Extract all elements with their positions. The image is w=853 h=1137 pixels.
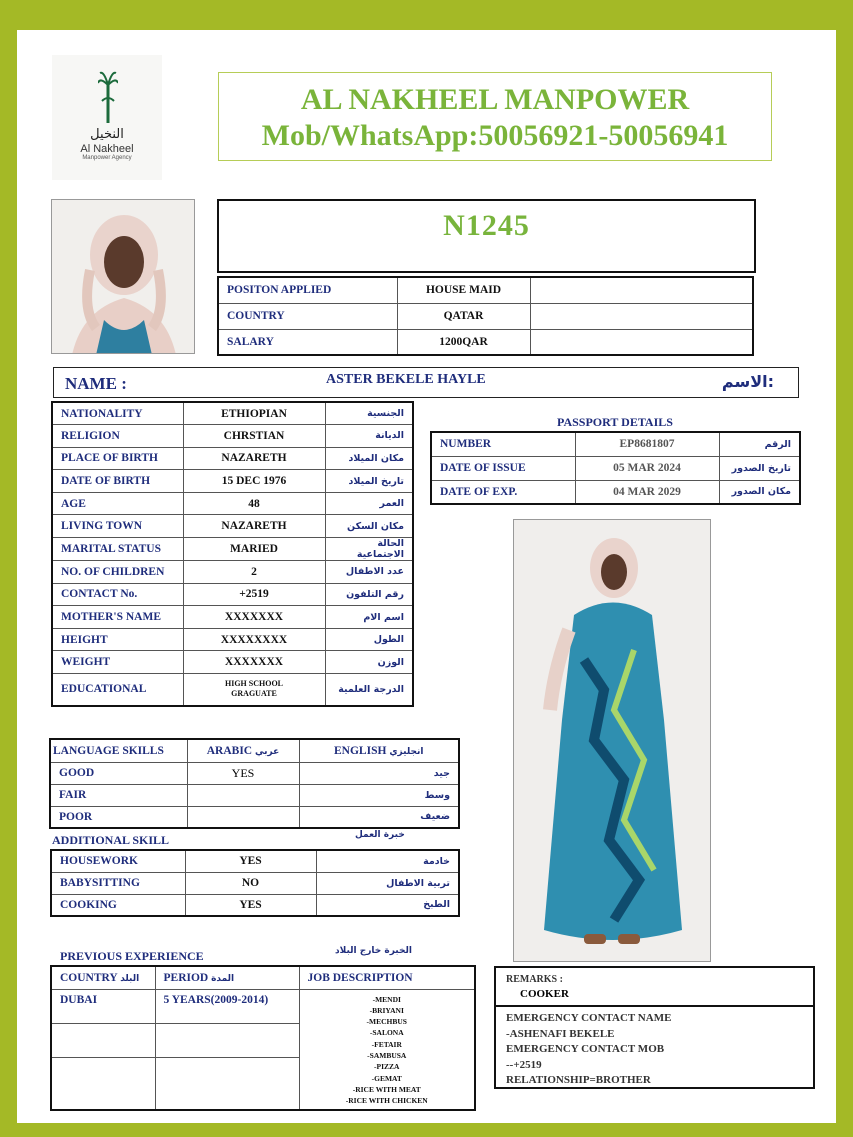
job-description-list xyxy=(299,989,475,1110)
experience-table xyxy=(50,965,476,1111)
english-label: ENGLISH xyxy=(334,744,387,757)
personal-value: MARIED xyxy=(183,538,325,561)
personal-value: XXXXXXX xyxy=(183,606,325,629)
fair-arabic-label: وسط xyxy=(299,784,459,806)
personal-value: XXXXXXX xyxy=(183,651,325,674)
babysitting-label: BABYSITTING xyxy=(51,872,185,894)
personal-label-arabic: العمر xyxy=(325,492,413,515)
passport-table xyxy=(430,431,801,505)
additional-skills-table xyxy=(50,849,460,917)
poor-arabic-label: ضعيف xyxy=(299,806,459,828)
personal-label-arabic: تاريخ الميلاد xyxy=(325,470,413,493)
position-label: POSITON APPLIED xyxy=(218,277,397,303)
portrait-photo xyxy=(51,199,195,354)
personal-label: PLACE OF BIRTH xyxy=(52,447,183,470)
personal-label: WEIGHT xyxy=(52,651,183,674)
table-row xyxy=(52,538,413,561)
table-row xyxy=(51,872,459,894)
table-row xyxy=(51,850,459,872)
position-value: HOUSE MAID xyxy=(397,277,530,303)
personal-value: 48 xyxy=(183,492,325,515)
full-body-photo xyxy=(513,519,711,962)
experience-period: 5 YEARS(2009-2014) xyxy=(155,989,299,1023)
personal-value: NAZARETH xyxy=(183,447,325,470)
personal-label-arabic: مكان السكن xyxy=(325,515,413,538)
personal-label-arabic: الديانة xyxy=(325,425,413,448)
table-row xyxy=(431,480,800,504)
agency-logo xyxy=(52,55,162,180)
table-row xyxy=(50,806,459,828)
babysitting-arabic: تربية الاطفال xyxy=(316,872,459,894)
period-header-label: PERIOD xyxy=(163,971,209,984)
passport-number-value: EP8681807 xyxy=(575,432,719,456)
personal-label: HEIGHT xyxy=(52,628,183,651)
personal-label: NO. OF CHILDREN xyxy=(52,561,183,584)
personal-label-arabic: الجنسية xyxy=(325,402,413,425)
name-value: ASTER BEKELE HAYLE xyxy=(326,372,486,387)
table-row xyxy=(51,894,459,916)
housework-label: HOUSEWORK xyxy=(51,850,185,872)
remarks-value: COOKER xyxy=(520,988,569,1000)
empty-cell xyxy=(155,1023,299,1057)
personal-value: XXXXXXXX xyxy=(183,628,325,651)
duty-item: -GEMAT xyxy=(371,1073,402,1083)
personal-label-arabic: الدرجة العلمية xyxy=(325,674,413,706)
personal-value: 15 DEC 1976 xyxy=(183,470,325,493)
personal-label-arabic: الطول xyxy=(325,628,413,651)
table-row xyxy=(52,628,413,651)
table-row xyxy=(52,515,413,538)
palm-tree-icon xyxy=(98,71,118,123)
expiry-date-label: DATE OF EXP. xyxy=(431,480,575,504)
name-label-arabic: الاسم: xyxy=(721,372,774,391)
personal-label: LIVING TOWN xyxy=(52,515,183,538)
logo-arabic-text: النخيل xyxy=(90,127,124,142)
emergency-contact-line: EMERGENCY CONTACT MOB xyxy=(506,1043,665,1055)
table-row xyxy=(52,425,413,448)
poor-arabic-value xyxy=(187,806,299,828)
duty-item: -FETAIR xyxy=(371,1039,402,1049)
personal-info-table xyxy=(51,401,414,707)
table-row xyxy=(218,277,753,303)
position-table xyxy=(217,276,754,356)
agency-header xyxy=(218,72,772,161)
table-row xyxy=(52,447,413,470)
emergency-contact-line: EMERGENCY CONTACT NAME xyxy=(506,1012,672,1024)
duty-item: -PIZZA xyxy=(374,1062,400,1072)
arabic-column-header xyxy=(187,739,299,762)
table-row xyxy=(218,303,753,329)
empty-cell xyxy=(51,1057,155,1110)
duty-item: -BRIYANI xyxy=(369,1005,404,1015)
personal-label: CONTACT No. xyxy=(52,583,183,606)
issue-date-value: 05 MAR 2024 xyxy=(575,456,719,480)
expiry-date-arabic: مكان الصدور xyxy=(719,480,800,504)
language-skills-table xyxy=(49,738,460,829)
experience-title-ar: الخبرة خارج البلاد xyxy=(335,946,412,956)
salary-label: SALARY xyxy=(218,329,397,355)
personal-label-arabic: مكان الميلاد xyxy=(325,447,413,470)
personal-value: NAZARETH xyxy=(183,515,325,538)
country-label: COUNTRY xyxy=(218,303,397,329)
duty-item: -MECHBUS xyxy=(366,1017,407,1027)
remarks-header xyxy=(496,968,813,1007)
remarks-box xyxy=(494,966,815,1089)
country-header-label: COUNTRY xyxy=(60,971,118,984)
table-row xyxy=(52,583,413,606)
logo-tagline: Manpower Agency xyxy=(82,155,132,161)
emergency-contact-line: --+2519 xyxy=(506,1058,542,1071)
table-row xyxy=(52,651,413,674)
personal-label: NATIONALITY xyxy=(52,402,183,425)
babysitting-value: NO xyxy=(185,872,316,894)
remarks-label: REMARKS : xyxy=(506,974,563,985)
personal-label: AGE xyxy=(52,492,183,515)
salary-value: 1200QAR xyxy=(397,329,530,355)
emergency-contact xyxy=(496,1007,813,1093)
empty-cell xyxy=(530,329,753,355)
table-row xyxy=(52,561,413,584)
name-label: NAME : xyxy=(65,374,127,393)
english-label-ar: انجليزي xyxy=(389,746,424,757)
logo-name: Al Nakheel xyxy=(80,143,134,155)
cooking-arabic: الطبخ xyxy=(316,894,459,916)
table-row xyxy=(50,739,459,762)
table-row xyxy=(52,492,413,515)
personal-label-arabic: عدد الاطفال xyxy=(325,561,413,584)
experience-country: DUBAI xyxy=(51,989,155,1023)
passport-title: PASSPORT DETAILS xyxy=(557,415,673,429)
empty-cell xyxy=(530,303,753,329)
table-row xyxy=(218,329,753,355)
duty-item: -RICE WITH CHICKEN xyxy=(345,1096,428,1106)
duty-item: -SAMBUSA xyxy=(367,1050,407,1060)
fair-arabic-value xyxy=(187,784,299,806)
personal-value: +2519 xyxy=(183,583,325,606)
table-row xyxy=(50,784,459,806)
cooking-label: COOKING xyxy=(51,894,185,916)
issue-date-arabic: تاريخ الصدور xyxy=(719,456,800,480)
personal-label: EDUCATIONAL xyxy=(52,674,183,706)
personal-label: RELIGION xyxy=(52,425,183,448)
personal-value: HIGH SCHOOL GRAGUATE xyxy=(183,674,325,706)
duty-item: -MENDI xyxy=(372,994,401,1004)
period-column-header xyxy=(155,966,299,989)
table-row xyxy=(52,606,413,629)
arabic-label-ar: عربي xyxy=(255,746,280,757)
personal-value: ETHIOPIAN xyxy=(183,402,325,425)
arabic-label: ARABIC xyxy=(206,744,253,757)
country-value: QATAR xyxy=(397,303,530,329)
table-row xyxy=(51,989,475,1023)
experience-title: PREVIOUS EXPERIENCE xyxy=(60,949,204,963)
personal-value: CHRSTIAN xyxy=(183,425,325,448)
name-bar xyxy=(53,367,799,398)
housework-arabic: خادمة xyxy=(316,850,459,872)
personal-label-arabic: الوزن xyxy=(325,651,413,674)
passport-number-arabic: الرقم xyxy=(719,432,800,456)
personal-label: DATE OF BIRTH xyxy=(52,470,183,493)
emergency-contact-line: -ASHENAFI BEKELE xyxy=(506,1027,615,1040)
table-row xyxy=(431,456,800,480)
empty-cell xyxy=(51,1023,155,1057)
table-row xyxy=(431,432,800,456)
english-column-header xyxy=(299,739,459,762)
language-header: LANGUAGE SKILLS xyxy=(50,739,187,762)
table-row xyxy=(52,402,413,425)
additional-skill-title: ADDITIONAL SKILL xyxy=(52,833,170,847)
personal-label: MARITAL STATUS xyxy=(52,538,183,561)
issue-date-label: DATE OF ISSUE xyxy=(431,456,575,480)
good-label: GOOD xyxy=(50,762,187,784)
cooking-value: YES xyxy=(185,894,316,916)
good-arabic-label: جيد xyxy=(299,762,459,784)
agency-contact: Mob/WhatsApp:50056921-50056941 xyxy=(261,119,729,152)
agency-name: AL NAKHEEL MANPOWER xyxy=(300,83,690,116)
country-header-ar: البلد xyxy=(120,973,140,984)
personal-label-arabic: اسم الام xyxy=(325,606,413,629)
table-row xyxy=(50,762,459,784)
expiry-date-value: 04 MAR 2029 xyxy=(575,480,719,504)
period-header-ar: المدة xyxy=(211,973,235,984)
personal-label: MOTHER'S NAME xyxy=(52,606,183,629)
table-row xyxy=(52,470,413,493)
good-arabic-value: YES xyxy=(187,762,299,784)
personal-value: 2 xyxy=(183,561,325,584)
passport-number-label: NUMBER xyxy=(431,432,575,456)
emergency-contact-line: RELATIONSHIP=BROTHER xyxy=(506,1074,651,1086)
additional-skill-title-ar: خبرة العمل xyxy=(355,830,405,840)
country-column-header xyxy=(51,966,155,989)
duty-item: -RICE WITH MEAT xyxy=(352,1084,421,1094)
duty-item: -SALONA xyxy=(369,1028,404,1038)
table-row xyxy=(51,966,475,989)
job-description-header: JOB DESCRIPTION xyxy=(299,966,475,989)
personal-label-arabic: الحالة الاجتماعية xyxy=(325,538,413,561)
poor-label: POOR xyxy=(50,806,187,828)
table-row xyxy=(52,674,413,706)
empty-cell xyxy=(530,277,753,303)
fair-label: FAIR xyxy=(50,784,187,806)
empty-cell xyxy=(155,1057,299,1110)
housework-value: YES xyxy=(185,850,316,872)
personal-label-arabic: رقم التلفون xyxy=(325,583,413,606)
candidate-code: N1245 xyxy=(217,199,756,273)
